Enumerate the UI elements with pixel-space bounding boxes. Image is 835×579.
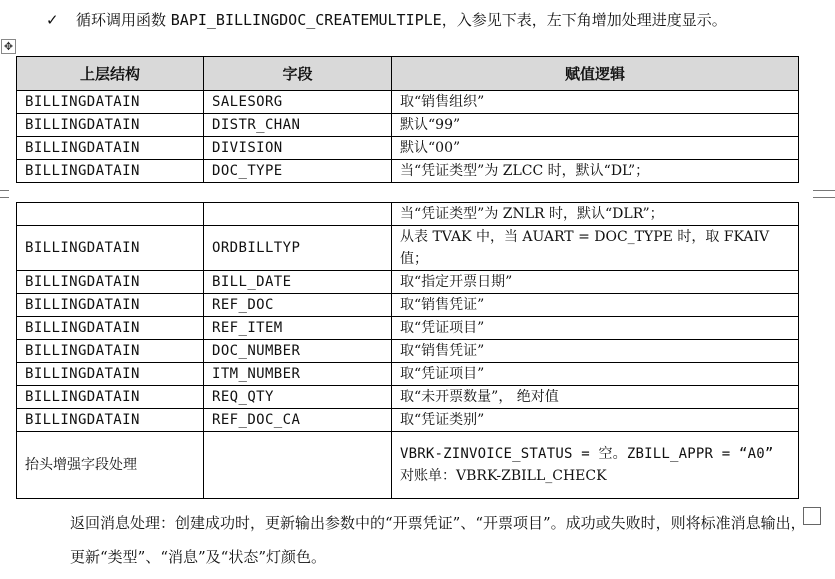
cell-logic: 取“销售凭证”	[392, 294, 799, 317]
cell-field: DISTR_CHAN	[204, 114, 392, 137]
cell-structure: BILLINGDATAIN	[17, 409, 204, 432]
function-name: BAPI_BILLINGDOC_CREATEMULTIPLE	[170, 11, 442, 29]
cell-logic: 当“凭证类型”为 ZLCC 时，默认“DL”；	[392, 160, 799, 183]
cell-structure	[17, 203, 204, 226]
table-row	[17, 226, 799, 271]
table-row	[17, 340, 799, 363]
cell-logic: 默认“00”	[392, 137, 799, 160]
table-row	[17, 363, 799, 386]
cell-structure: 抬头增强字段处理	[17, 432, 204, 499]
table-row	[17, 432, 799, 499]
logic-line-1: VBRK-ZINVOICE_STATUS = 空。ZBILL_APPR = “A0”	[400, 446, 774, 462]
cell-structure: BILLINGDATAIN	[17, 160, 204, 183]
cell-structure: BILLINGDATAIN	[17, 226, 204, 271]
cell-field: REQ_QTY	[204, 386, 392, 409]
header-logic: 赋值逻辑	[392, 57, 799, 91]
page-split-marker	[0, 190, 9, 198]
cell-logic-multiline	[392, 432, 799, 499]
intro-text-after: ，入参见下表，左下角增加处理进度显示。	[441, 11, 727, 29]
cell-structure: BILLINGDATAIN	[17, 340, 204, 363]
table-move-handle-icon[interactable]: ✥	[1, 39, 16, 54]
cell-logic: 取“销售组织”	[392, 91, 799, 114]
header-field: 字段	[204, 57, 392, 91]
cell-structure: BILLINGDATAIN	[17, 114, 204, 137]
cell-field	[204, 432, 392, 499]
table-row	[17, 386, 799, 409]
cell-field: DOC_NUMBER	[204, 340, 392, 363]
cell-logic: 取“未开票数量”， 绝对值	[392, 386, 799, 409]
cell-field: REF_DOC_CA	[204, 409, 392, 432]
cell-field: DIVISION	[204, 137, 392, 160]
cell-structure: BILLINGDATAIN	[17, 317, 204, 340]
cell-logic: 默认“99”	[392, 114, 799, 137]
cell-logic: 从表 TVAK 中，当 AUART = DOC_TYPE 时，取 FKAIV 值；	[392, 226, 799, 271]
table-header-row	[17, 57, 799, 91]
cell-structure: BILLINGDATAIN	[17, 137, 204, 160]
cell-field: DOC_TYPE	[204, 160, 392, 183]
intro-text-before: 循环调用函数	[76, 11, 171, 29]
table-row	[17, 137, 799, 160]
checkmark-icon: ✓	[46, 11, 59, 29]
cell-logic: 取“凭证项目”	[392, 317, 799, 340]
table-row	[17, 271, 799, 294]
cell-logic: 取“凭证类别”	[392, 409, 799, 432]
cell-field: REF_ITEM	[204, 317, 392, 340]
cell-field: BILL_DATE	[204, 271, 392, 294]
checkbox-placeholder[interactable]	[803, 507, 821, 525]
parameter-table-part1	[16, 56, 799, 183]
cell-field: ITM_NUMBER	[204, 363, 392, 386]
cell-field: ORDBILLTYP	[204, 226, 392, 271]
table-row	[17, 409, 799, 432]
cell-structure: BILLINGDATAIN	[17, 294, 204, 317]
cell-structure: BILLINGDATAIN	[17, 386, 204, 409]
table-row	[17, 203, 799, 226]
cell-logic: 取“凭证项目”	[392, 363, 799, 386]
cell-structure: BILLINGDATAIN	[17, 91, 204, 114]
cell-field: REF_DOC	[204, 294, 392, 317]
table-row	[17, 114, 799, 137]
cell-logic: 取“销售凭证”	[392, 340, 799, 363]
table-row	[17, 160, 799, 183]
cell-structure: BILLINGDATAIN	[17, 363, 204, 386]
table-row	[17, 91, 799, 114]
page-split-marker	[813, 190, 835, 198]
header-structure: 上层结构	[17, 57, 204, 91]
table-row	[17, 294, 799, 317]
cell-logic: 取“指定开票日期”	[392, 271, 799, 294]
logic-line-2: 对账单：VBRK-ZBILL_CHECK	[400, 468, 607, 484]
footer-paragraph: 返回消息处理：创建成功时，更新输出参数中的“开票凭证”、“开票项目”。成功或失败时，则将标准消息输出，更新“类型”、“消息”及“状态”灯颜色。	[70, 514, 806, 566]
cell-field	[204, 203, 392, 226]
table-row	[17, 317, 799, 340]
cell-logic: 当“凭证类型”为 ZNLR 时，默认“DLR”；	[392, 203, 799, 226]
intro-line	[46, 10, 826, 30]
cell-field: SALESORG	[204, 91, 392, 114]
parameter-table-part2	[16, 202, 799, 499]
cell-structure: BILLINGDATAIN	[17, 271, 204, 294]
